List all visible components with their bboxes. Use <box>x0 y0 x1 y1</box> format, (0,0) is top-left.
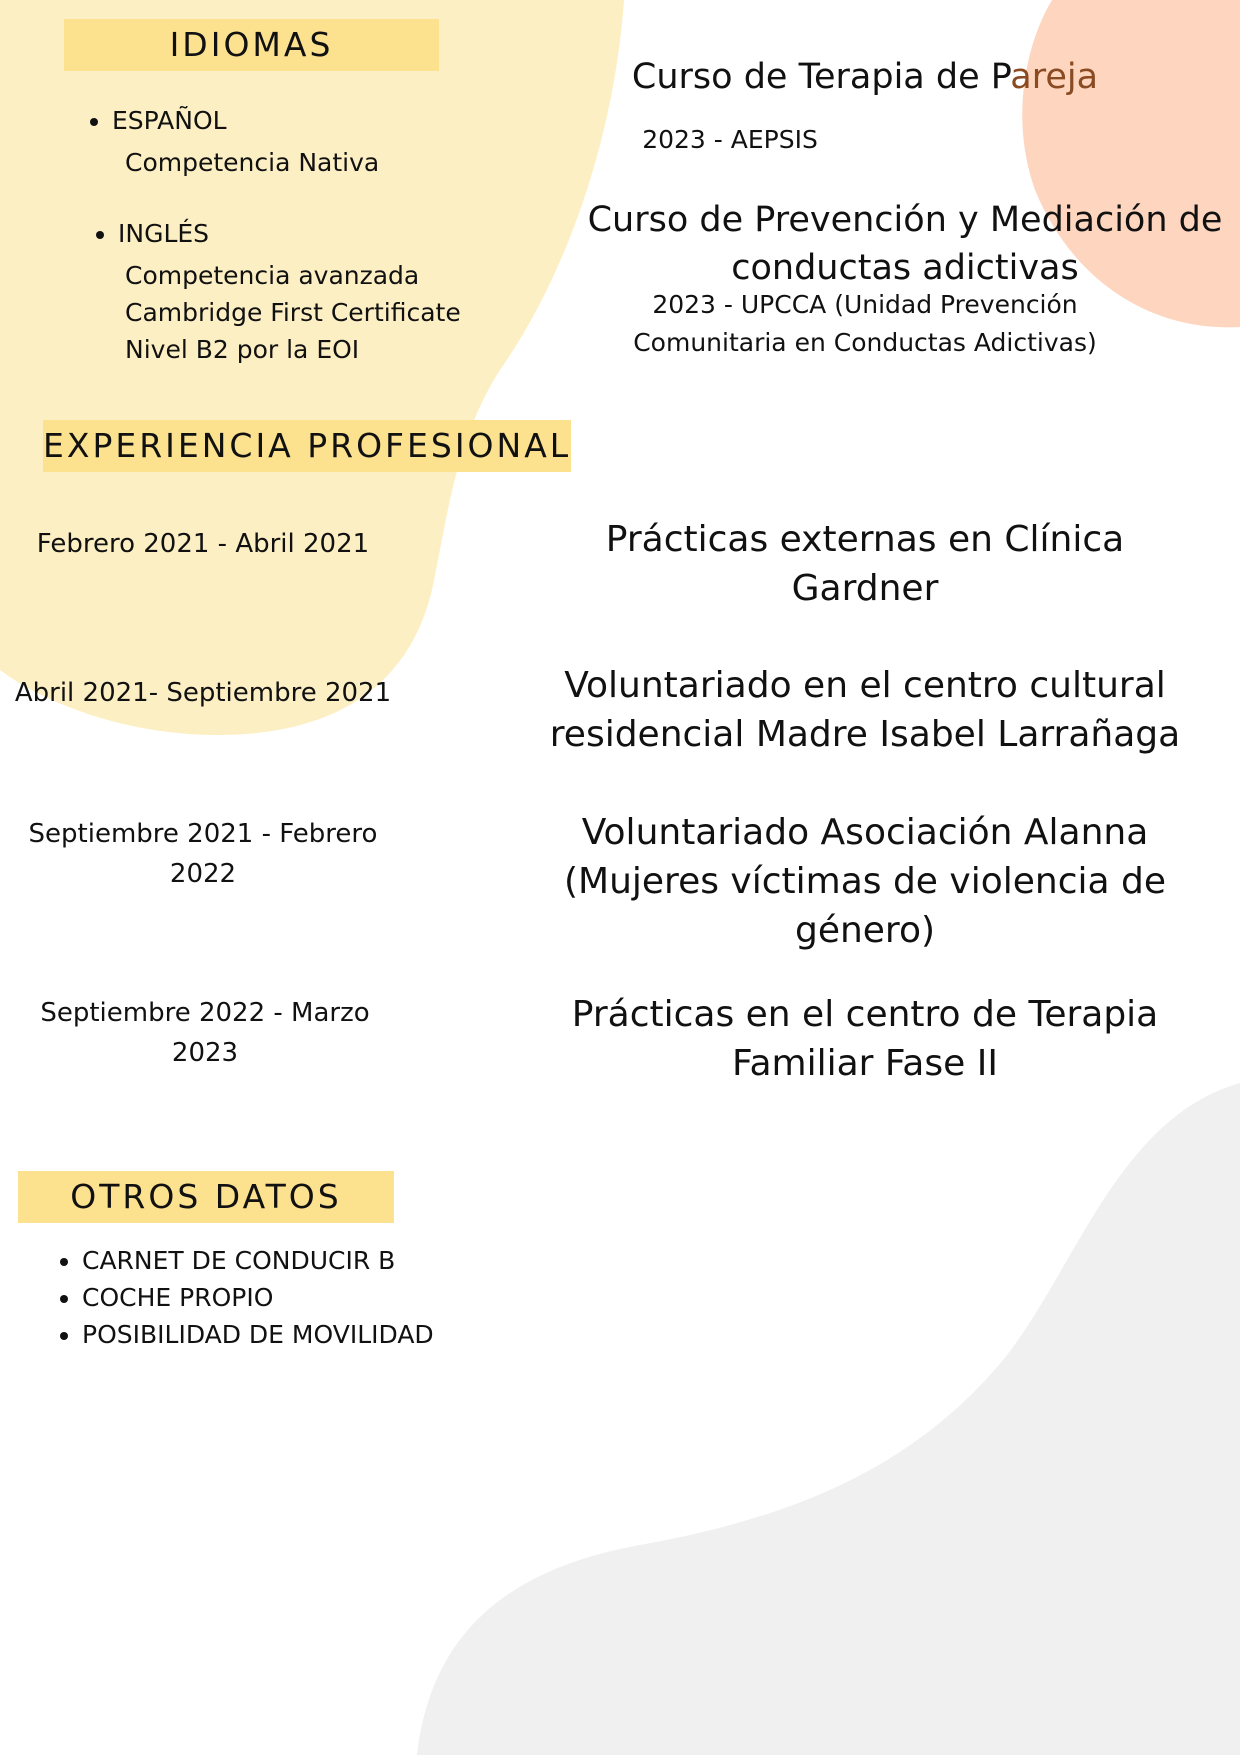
experience-date: Febrero 2021 - Abril 2021 <box>36 529 370 559</box>
list-item: • CARNET DE CONDUCIR B <box>82 1242 522 1279</box>
experience-title: Voluntariado Asociación Alanna (Mujeres víctimas de violencia de género) <box>563 812 1166 951</box>
language-name: • INGLÉS <box>118 219 210 248</box>
experience-date: Septiembre 2022 - Marzo 2023 <box>40 998 370 1068</box>
languages-heading: IDIOMAS <box>64 19 439 71</box>
list-item: • POSIBILIDAD DE MOVILIDAD <box>82 1316 522 1353</box>
gray-blob-shape <box>417 1083 1240 1755</box>
others-heading: OTROS DATOS <box>18 1171 394 1223</box>
course-meta: 2023 - UPCCA (Unidad Prevención Comunitaria en Conductas Adictivas) <box>633 290 1097 357</box>
course-meta: 2023 - AEPSIS <box>642 125 818 154</box>
experience-date: Abril 2021- Septiembre 2021 <box>14 678 392 708</box>
experience-title: Prácticas externas en Clínica Gardner <box>605 519 1125 609</box>
course-title <box>560 53 1170 101</box>
experience-heading: EXPERIENCIA PROFESIONAL <box>43 420 571 472</box>
others-list <box>56 1242 522 1353</box>
language-name: • ESPAÑOL <box>112 106 227 135</box>
languages-list <box>84 98 542 398</box>
course-title-main: Curso de Terapia de P <box>631 57 1011 97</box>
experience-title: Voluntariado en el centro cultural residencial Madre Isabel Larrañaga <box>549 665 1181 755</box>
list-item <box>118 211 542 368</box>
list-item <box>112 98 542 181</box>
language-detail: Competencia avanzada Cambridge First Certificate Nivel B2 por la EOI <box>125 261 461 364</box>
language-detail: Competencia Nativa <box>125 148 380 177</box>
course-title-tail: areja <box>1010 57 1099 97</box>
list-item: • COCHE PROPIO <box>82 1279 522 1316</box>
experience-date: Septiembre 2021 - Febrero 2022 <box>28 819 378 889</box>
course-title: Curso de Prevención y Mediación de conductas adictivas <box>587 200 1223 288</box>
experience-title: Prácticas en el centro de Terapia Familiar Fase II <box>571 994 1159 1084</box>
